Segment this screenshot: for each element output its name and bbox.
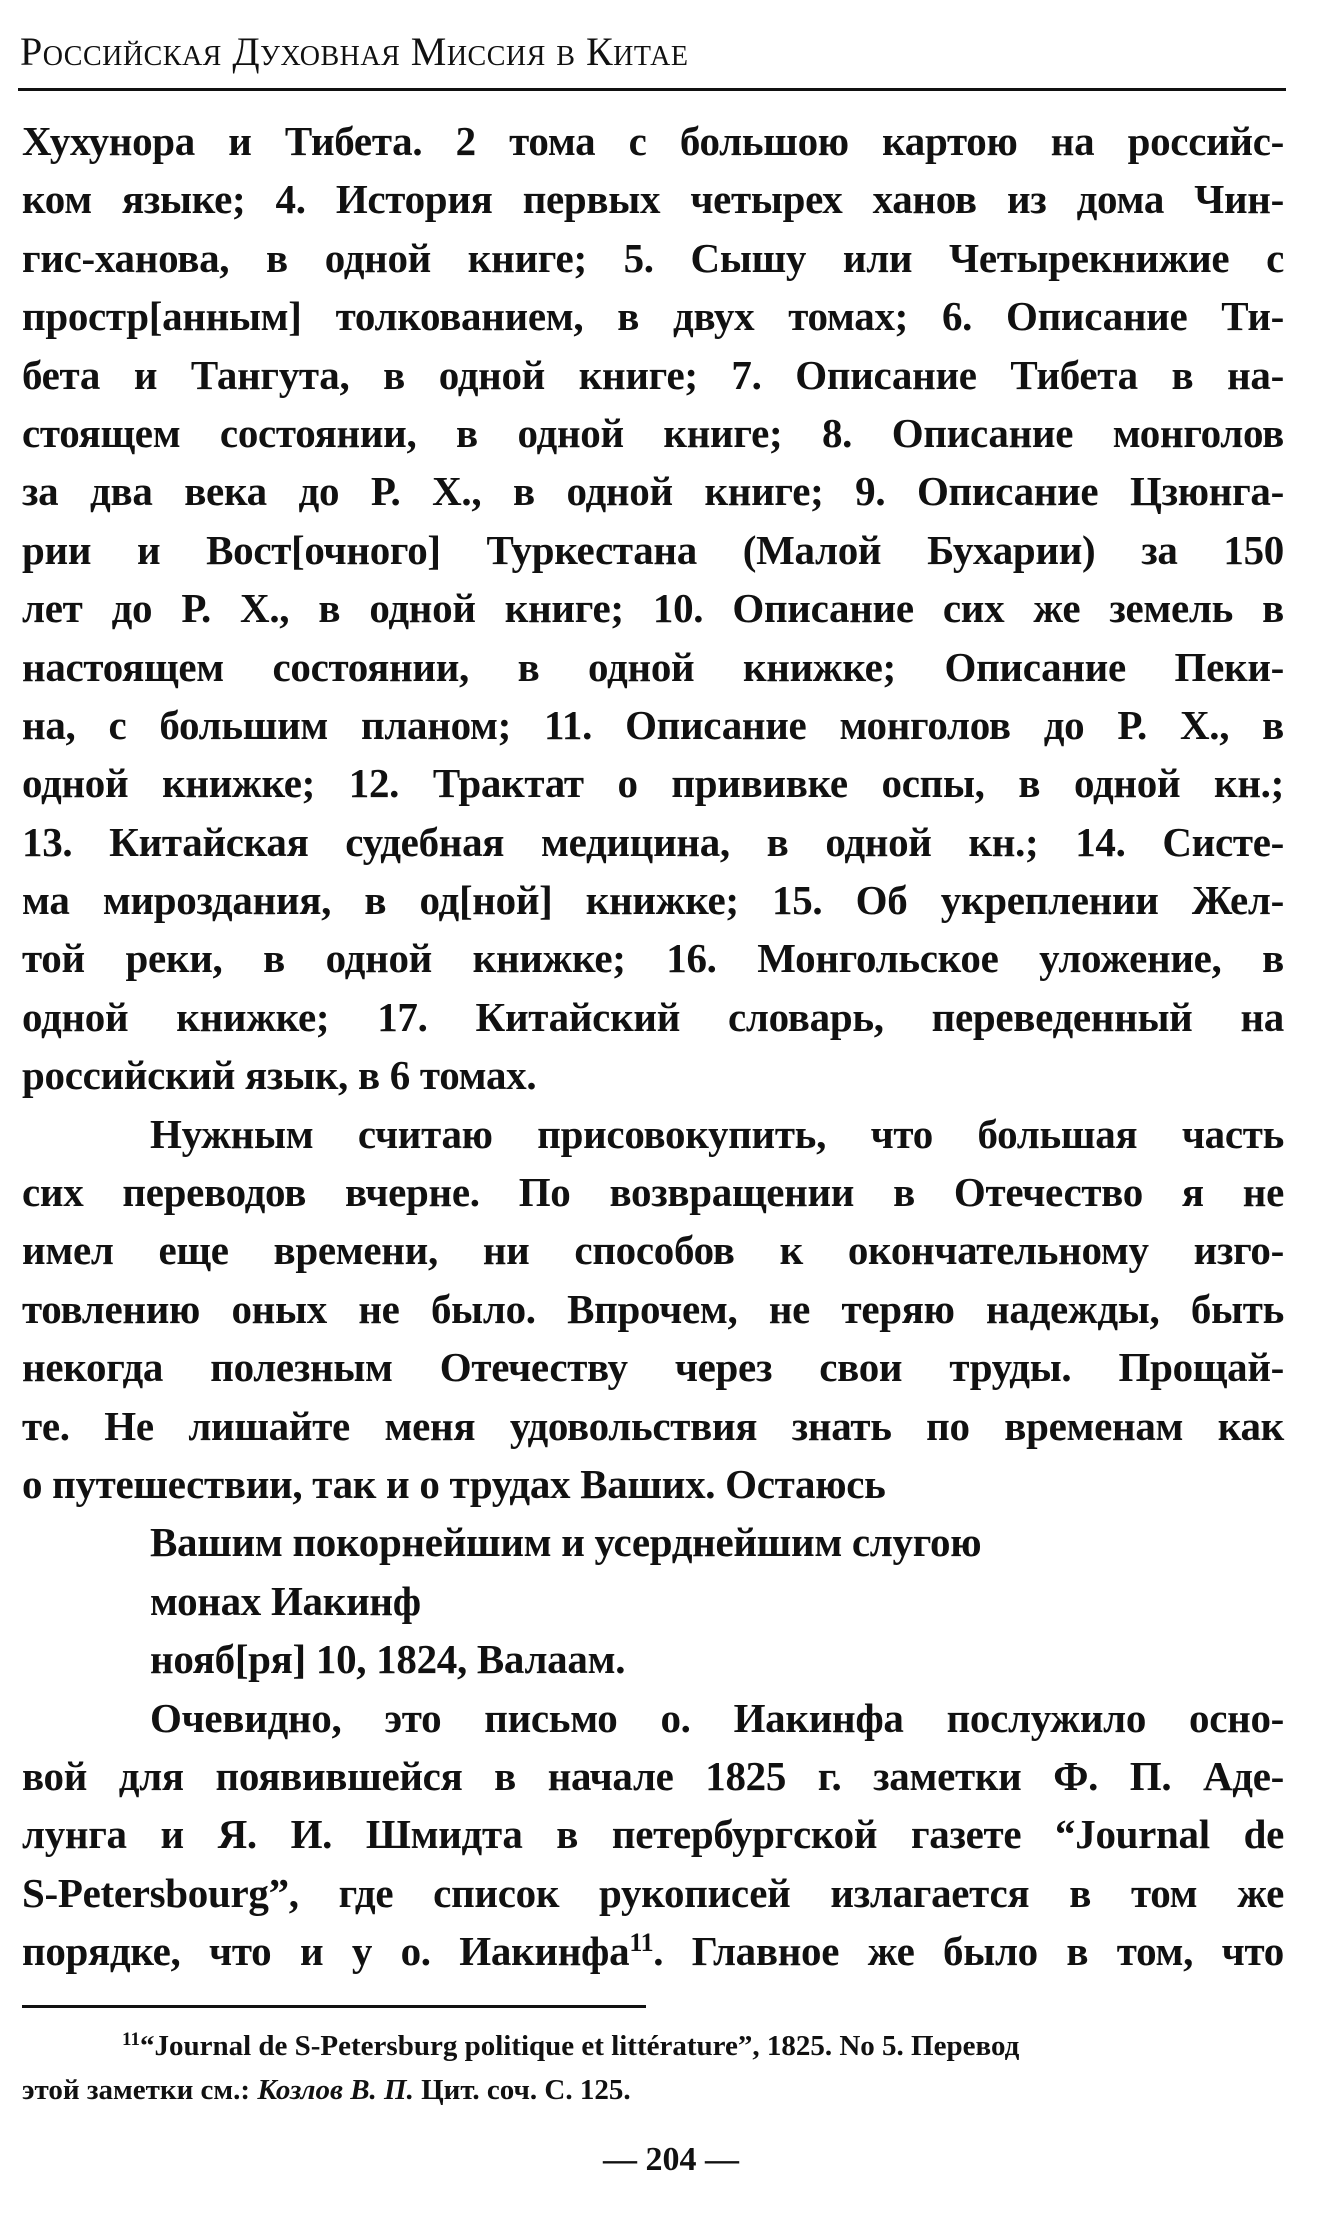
text-line: той реки, в одной книжке; 16. Монгольское уложение, в [22,935,1284,982]
text-line-paragraph-end: о путешествии, так и о трудах Ваших. Остаюсь [22,1460,886,1507]
body-text [22,112,1284,1981]
text-line: одной книжке; 12. Трактат о прививке оспы, в одной кн.; [22,760,1284,807]
page-number: — 204 — [603,2141,739,2178]
footnote-text: Цит. соч. С. 125. [413,2074,631,2106]
text-line: ма мироздания, в од[ной] книжке; 15. Об укреплении Жел- [22,877,1284,924]
text-line: те. Не лишайте меня удовольствия знать по временам как [22,1402,1284,1449]
text-segment: порядке, что и у о. Иакинфа [22,1928,630,1975]
text-line: стоящем состоянии, в одной книге; 8. Описание монголов [22,409,1284,456]
text-line: Хухунора и Тибета. 2 тома с большою картою на российс- [22,118,1284,164]
letter-closing: Вашим покорнейшим и усерднейшим слугою [150,1519,982,1566]
text-line: лет до Р. Х., в одной книге; 10. Описание сих же земель в [22,585,1284,632]
text-line: ком языке; 4. История первых четырех ханов из дома Чин- [22,176,1284,223]
text-line: простр[анным] толкованием, в двух томах; 6. Описание Ти- [22,293,1284,340]
footnote-text: этой заметки см.: [22,2074,258,2106]
footnote-reference: 11 [629,1928,654,1958]
text-line: S-Petersbourg”, где список рукописей излагается в том же [22,1869,1284,1916]
letter-signature: монах Иакинф [150,1577,421,1624]
text-line: на, с большим планом; 11. Описание монголов до Р. Х., в [22,701,1284,748]
footnote-number: 11 [122,2029,140,2050]
running-head: Российская Духовная Миссия в Китае [20,29,689,74]
footnote-rule [22,2005,646,2008]
footnote [22,2024,1284,2112]
text-line: 13. Китайская судебная медицина, в одной кн.; 14. Систе- [22,818,1284,865]
text-line: некогда полезным Отечеству через свои труды. Прощай- [22,1344,1284,1391]
text-line: имел еще времени, ни способов к окончательному изго- [22,1227,1284,1274]
text-line-paragraph-end: российский язык, в 6 томах. [22,1052,537,1099]
text-line: товлению оных не было. Впрочем, не теряю надежды, быть [22,1285,1284,1332]
text-line: за два века до Р. Х., в одной книге; 9. Описание Цзюнга- [22,468,1284,515]
footnote-line [22,2024,1284,2068]
text-segment: . Главное же было в том, что [653,1928,1284,1975]
text-line-paragraph-start: Нужным считаю присовокупить, что большая часть [150,1110,1284,1157]
text-line: рии и Вост[очного] Туркестана (Малой Бухарии) за 150 [22,526,1284,573]
text-line: бета и Тангута, в одной книге; 7. Описание Тибета в на- [22,351,1284,398]
footnote-text: “Journal de S-Petersburg politique et littérature”, 1825. No 5. Перевод [139,2030,1020,2062]
text-line-paragraph-start: Очевидно, это письмо о. Иакинфа послужило осно- [150,1694,1284,1741]
text-line: гис-ханова, в одной книге; 5. Сышу или Четырекнижие с [22,234,1284,281]
text-line-last [22,1922,1284,1980]
text-line: лунга и Я. И. Шмидта в петербургской газете “Journal de [22,1811,1284,1858]
footnote-line [22,2068,1284,2112]
footnote-author: Козлов В. П. [257,2074,414,2106]
text-line: одной книжке; 17. Китайский словарь, переведенный на [22,993,1284,1040]
text-line: настоящем состоянии, в одной книжке; Описание Пеки- [22,643,1284,690]
text-line: вой для появившейся в начале 1825 г. заметки Ф. П. Аде- [22,1752,1284,1799]
letter-date: нояб[ря] 10, 1824, Валаам. [150,1636,626,1683]
text-line: сих переводов вчерне. По возвращении в Отечество я не [22,1169,1284,1216]
header-rule [18,88,1286,91]
